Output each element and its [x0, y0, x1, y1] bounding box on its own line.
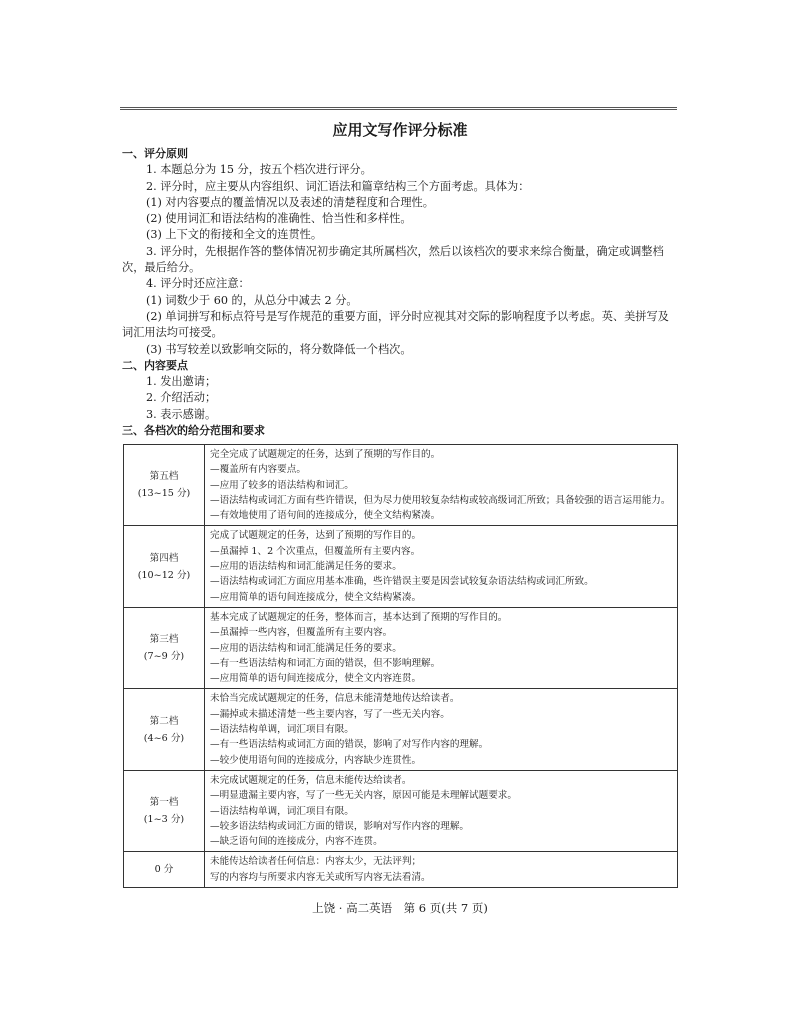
- criteria-line: 未完成试题规定的任务，信息未能传达给读者。: [210, 774, 412, 786]
- principle-line: 2. 评分时，应主要从内容组织、词汇语法和篇章结构三个方面考虑。具体为：: [146, 179, 530, 193]
- level-range: (13~15 分): [137, 488, 191, 500]
- level-range: (1~3 分): [143, 814, 185, 826]
- table-row: [124, 607, 678, 688]
- criteria-cell: [205, 607, 678, 688]
- table-row: [124, 852, 678, 888]
- criteria-cell: [205, 445, 678, 526]
- level-range: (10~12 分): [137, 569, 191, 581]
- level-name: 第二档: [149, 715, 179, 727]
- principle-line: 3. 评分时，先根据作答的整体情况初步确定其所属档次，然后以该档次的要求来综合衡量，确定或调整档次，最后给分。: [122, 244, 664, 275]
- content-point: 3. 表示感谢。: [146, 407, 217, 421]
- criteria-line: —缺乏语句间的连接成分，内容不连贯。: [210, 836, 383, 848]
- note-line: (3) 书写较差以致影响交际的，将分数降低一个档次。: [146, 342, 412, 356]
- page-title: 应用文写作评分标准: [332, 121, 468, 139]
- table-row: [124, 445, 678, 526]
- principle-line: 4. 评分时还应注意：: [146, 277, 250, 291]
- section-heading: 三、各档次的给分范围和要求: [122, 424, 265, 438]
- content-point: 1. 发出邀请；: [146, 375, 217, 389]
- criteria-line: —明显遗漏主要内容，写了一些无关内容，原因可能是未理解试题要求。: [210, 790, 517, 802]
- criteria-line: —较少使用语句间的连接成分，内容缺少连贯性。: [210, 754, 422, 766]
- criteria-line: 未能传达给读者任何信息：内容太少，无法评判；: [210, 856, 422, 868]
- criteria-line: —应用简单的语句间连接成分，使全文内容连贯。: [210, 673, 422, 685]
- criteria-line: —有效地使用了语句间的连接成分，使全文结构紧凑。: [210, 510, 441, 522]
- criteria-cell: [205, 852, 678, 888]
- level-name: 第一档: [149, 797, 179, 809]
- criteria-line: —应用简单的语句间连接成分，使全文结构紧凑。: [210, 591, 422, 603]
- criteria-cell: [205, 526, 678, 607]
- criteria-line: —漏掉或未描述清楚一些主要内容，写了一些无关内容。: [210, 708, 450, 720]
- table-row: [124, 770, 678, 851]
- criteria-line: —虽漏掉一些内容，但覆盖所有主要内容。: [210, 627, 393, 639]
- principle-line: (2) 使用词汇和语法结构的准确性、恰当性和多样性。: [146, 212, 412, 226]
- section-heading: 一、评分原则: [122, 147, 188, 160]
- level-cell: [124, 770, 205, 851]
- content-point: 2. 介绍活动；: [146, 391, 217, 405]
- criteria-line: —有一些语法结构和词汇方面的错误，但不影响理解。: [210, 657, 441, 669]
- criteria-cell: [205, 689, 678, 770]
- criteria-line: 未恰当完成试题规定的任务，信息未能清楚地传达给读者。: [210, 693, 460, 705]
- level-cell: [124, 445, 205, 526]
- criteria-line: —有一些语法结构或词汇方面的错误，影响了对写作内容的理解。: [210, 739, 489, 751]
- criteria-line: 完全完成了试题规定的任务，达到了预期的写作目的。: [210, 449, 441, 460]
- principles-block: [122, 146, 678, 439]
- level-name: 第四档: [149, 552, 179, 564]
- table-row: [124, 526, 678, 607]
- level-name: 0 分: [154, 864, 174, 876]
- table-row: [124, 689, 678, 770]
- criteria-line: —应用的语法结构和词汇能满足任务的要求。: [210, 642, 402, 654]
- top-double-rule: [120, 107, 677, 110]
- level-name: 第五档: [149, 471, 179, 483]
- level-cell: [124, 852, 205, 888]
- criteria-line: 完成了试题规定的任务，达到了预期的写作目的。: [210, 530, 422, 542]
- principle-line: (3) 上下文的衔接和全文的连贯性。: [146, 228, 323, 242]
- page-footer: 上饶 · 高二英语 第 6 页(共 7 页): [312, 901, 488, 915]
- grading-table: [123, 444, 678, 888]
- level-cell: [124, 607, 205, 688]
- level-range: (4~6 分): [143, 732, 185, 744]
- level-cell: [124, 526, 205, 607]
- note-line: (1) 词数少于 60 的，从总分中减去 2 分。: [146, 293, 358, 307]
- criteria-line: —语法结构单调，词汇项目有限。: [210, 805, 354, 817]
- level-name: 第三档: [149, 634, 179, 646]
- principle-line: 1. 本题总分为 15 分，按五个档次进行评分。: [146, 163, 372, 177]
- criteria-line: —较多语法结构或词汇方面的错误，影响对写作内容的理解。: [210, 820, 470, 832]
- criteria-line: —应用的语法结构和词汇能满足任务的要求。: [210, 561, 402, 573]
- principle-line: (1) 对内容要点的覆盖情况以及表述的清楚程度和合理性。: [146, 195, 434, 209]
- level-range: (7~9 分): [143, 651, 185, 663]
- criteria-line: 写的内容均与所要求内容无关或所写内容无法看清。: [210, 871, 431, 883]
- criteria-line: 基本完成了试题规定的任务，整体而言，基本达到了预期的写作目的。: [210, 611, 508, 623]
- criteria-line: —覆盖所有内容要点。: [210, 464, 306, 476]
- criteria-line: —虽漏掉 1、2 个次重点，但覆盖所有主要内容。: [210, 545, 421, 557]
- section-heading: 二、内容要点: [122, 358, 188, 372]
- criteria-line: —语法结构或词汇方面应用基本准确，些许错误主要是因尝试较复杂语法结构或词汇所致。: [210, 576, 594, 588]
- criteria-line: —语法结构单调，词汇项目有限。: [210, 724, 354, 736]
- criteria-line: —语法结构或词汇方面有些许错误，但为尽力使用较复杂结构或较高级词汇所致；具备较强的语言运用能力。: [210, 494, 671, 506]
- criteria-cell: [205, 770, 678, 851]
- level-cell: [124, 689, 205, 770]
- note-line: (2) 单词拼写和标点符号是写作规范的重要方面，评分时应视其对交际的影响程度予以考虑。英、美拼写及词汇用法均可接受。: [122, 309, 669, 340]
- criteria-line: —应用了较多的语法结构和词汇。: [210, 479, 354, 491]
